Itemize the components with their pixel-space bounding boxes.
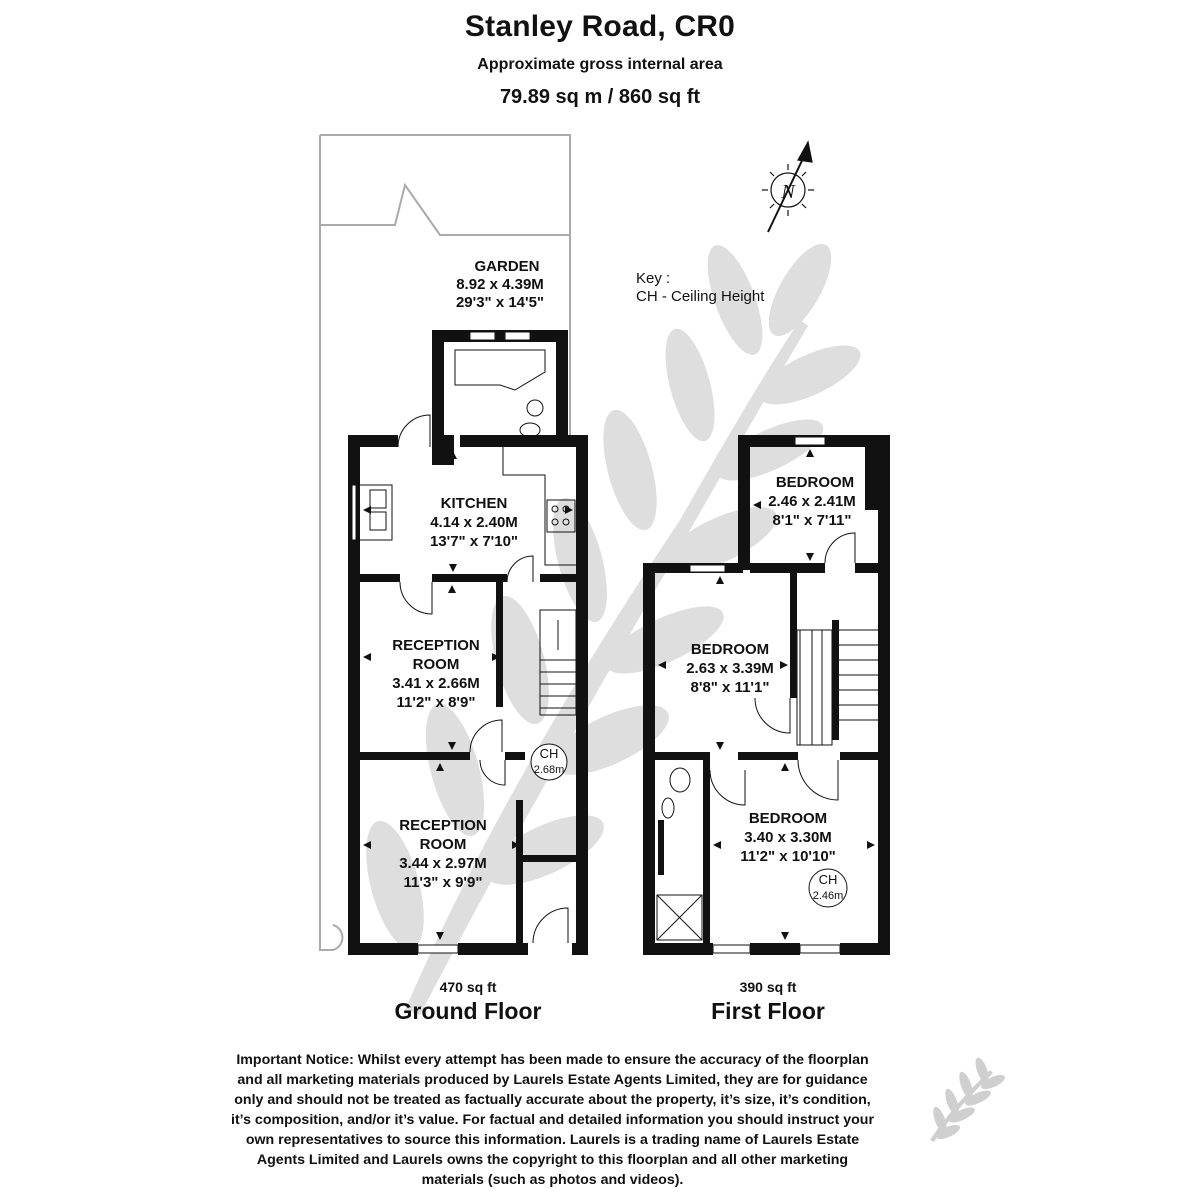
important-notice: Important Notice: Whilst every attempt has been made to ensure the accuracy of the floorplan and all marketing materials produced by Laurels Estate Agents Limited, they are for guidance only and should not be treated as factually accurate about the property, it’s size, it’s condition, it’s composition, and/or it’s value. For factual and detailed information you should instruct your own representatives to source this information. Laurels is a trading name of Laurels Estate Agents Limited and Laurels owns the copyright to this floorplan and all other marketing materials (such as photos and videos). — [231, 1052, 874, 1188]
ground-floor-sqft: 470 sq ft — [439, 979, 497, 995]
reception-room-1-label — [392, 637, 480, 711]
svg-text:RECEPTION: RECEPTION — [399, 817, 487, 834]
svg-text:CH: CH — [818, 872, 838, 887]
reception-room-2-label — [399, 817, 487, 891]
bedroom-3-label — [740, 810, 836, 865]
ground-floor-title: Ground Floor — [394, 998, 542, 1024]
first-floor-sqft: 390 sq ft — [739, 979, 797, 995]
svg-text:11'3" x 9'9": 11'3" x 9'9" — [403, 874, 483, 891]
svg-text:2.63 x 3.39M: 2.63 x 3.39M — [686, 660, 774, 677]
svg-text:Key :: Key : — [636, 270, 671, 287]
north-compass-icon — [762, 142, 814, 232]
svg-text:2.46 x 2.41M: 2.46 x 2.41M — [768, 493, 856, 510]
svg-text:ROOM: ROOM — [419, 836, 467, 853]
bedroom-2-label — [686, 641, 774, 696]
svg-text:4.14 x 2.40M: 4.14 x 2.40M — [430, 514, 518, 531]
svg-text:CH: CH — [539, 746, 559, 761]
svg-text:29'3" x 14'5": 29'3" x 14'5" — [455, 294, 545, 311]
svg-text:13'7" x 7'10": 13'7" x 7'10" — [429, 533, 519, 550]
svg-text:11'2" x 8'9": 11'2" x 8'9" — [396, 694, 476, 711]
bedroom-1-label — [768, 474, 856, 529]
svg-text:BEDROOM: BEDROOM — [775, 474, 855, 491]
svg-text:BEDROOM: BEDROOM — [690, 641, 770, 658]
svg-text:8.92 x 4.39M: 8.92 x 4.39M — [456, 276, 544, 293]
svg-text:BEDROOM: BEDROOM — [748, 810, 828, 827]
page-title: Stanley Road, CR0 — [464, 10, 736, 43]
garden-label — [456, 258, 544, 311]
svg-text:11'2" x 10'10": 11'2" x 10'10" — [740, 848, 836, 865]
ceiling-height-ground — [531, 744, 567, 780]
area-value: 79.89 sq m / 860 sq ft — [499, 86, 701, 108]
svg-text:ROOM: ROOM — [412, 656, 460, 673]
kitchen-label — [430, 495, 518, 550]
svg-text:RECEPTION: RECEPTION — [392, 637, 480, 654]
svg-text:3.44 x 2.97M: 3.44 x 2.97M — [399, 855, 487, 872]
svg-text:GARDEN: GARDEN — [474, 258, 540, 275]
svg-text:8'1" x 7'11": 8'1" x 7'11" — [772, 512, 852, 529]
ceiling-height-first — [809, 869, 847, 907]
svg-text:CH - Ceiling Height: CH - Ceiling Height — [636, 288, 765, 305]
svg-text:3.40 x 3.30M: 3.40 x 3.30M — [744, 829, 832, 846]
laurels-leaf-logo — [930, 1056, 1007, 1142]
area-subtitle: Approximate gross internal area — [477, 56, 723, 73]
svg-text:3.41 x 2.66M: 3.41 x 2.66M — [392, 675, 480, 692]
svg-text:N: N — [781, 181, 795, 203]
svg-text:8'8" x 11'1": 8'8" x 11'1" — [690, 679, 770, 696]
first-floor-title: First Floor — [711, 998, 825, 1024]
svg-text:2.68m: 2.68m — [533, 764, 565, 776]
svg-text:KITCHEN: KITCHEN — [440, 495, 508, 512]
svg-text:2.46m: 2.46m — [812, 890, 844, 902]
